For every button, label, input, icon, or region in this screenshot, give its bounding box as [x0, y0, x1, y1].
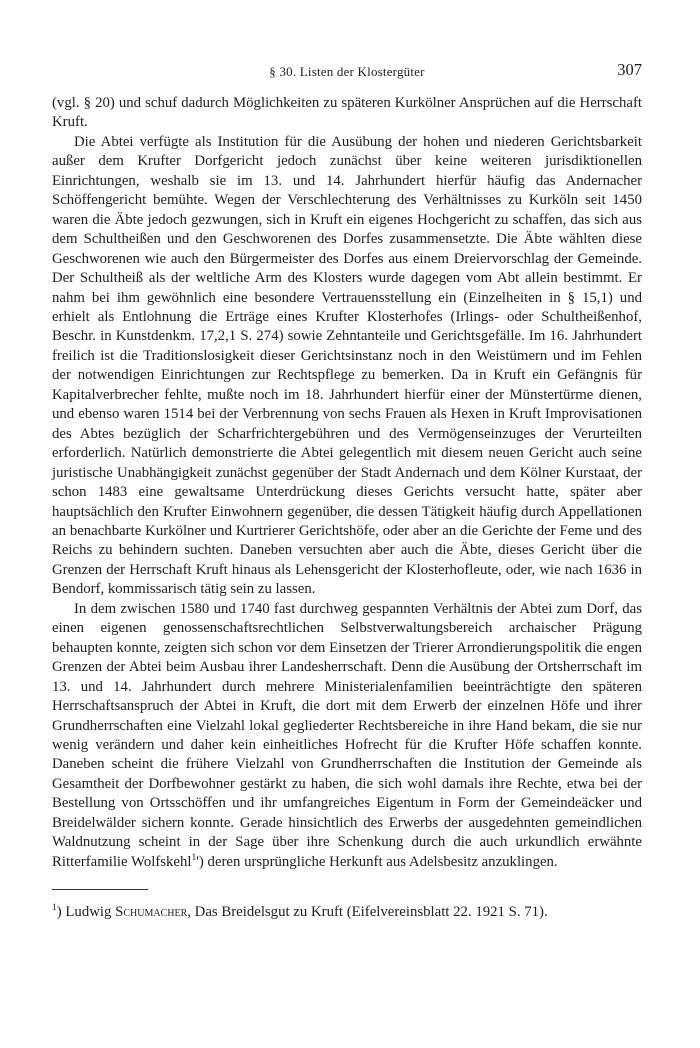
paragraph-village-relations — [52, 600, 642, 872]
footnote-reference: 1 — [191, 852, 197, 863]
paragraph-text-end: ') deren ursprüngliche Herkunft aus Adelsbesitz anzuklingen. — [196, 853, 558, 870]
footnote-citation: , Das Breidelsgut zu Kruft (Eifelvereinsblatt 22. 1921 S. 71). — [187, 904, 548, 921]
footnote-divider — [52, 889, 148, 890]
paragraph-continued: (vgl. § 20) und schuf dadurch Möglichkeiten zu späteren Kurkölner Ansprüchen auf die Herrschaft Kruft. — [52, 95, 642, 131]
body-text — [52, 94, 642, 872]
page-number: 307 — [617, 60, 642, 79]
paragraph-jurisdiction: Die Abtei verfügte als Institution für die Ausübung der hohen und niederen Gerichtsbarkeit außer dem Krufter Dorfgericht jedoch zunächst über keine weiteren jurisdiktionellen Einrichtungen, weshalb sie im 13. und 14. Jahrhundert hierfür häufig das Andernacher Schöffengericht bemühte. Wegen der Verschlechterung des Verhältnisses zu Kurköln seit 1450 waren die Äbte jedoch gezwungen, sich in Kruft ein eigenes Hochgericht zu schaffen, das sich aus dem Schultheißen und den Geschworenen des Dorfes zusammensetzte. Die Äbte wählten diese Geschworenen wie auch den Bürgermeister des Dorfes aus einem Dreiervorschlag der Gemeinde. Der Schultheiß als der weltliche Arm des Klosters wurde dagegen vom Abt allein bestimmt. Er nahm bei ihm gewöhnlich eine besondere Vertrauensstellung ein (Einzelheiten in § 15,1) und erhielt als Entlohnung die Erträge eines Krufter Klosterhofes (Irlings- oder Schultheißenhof, Beschr. in Kunstdenkm. 17,2,1 S. 274) sowie Zehntanteile und Gerichtsgefälle. Im 16. Jahrhundert freilich ist die Traditionslosigkeit dieser Gerichtsinstanz noch in den Weistümern und im Fehlen der notwendigen Einrichtungen zur Rechtspflege zu bemerken. Da in Kruft ein Gefängnis für Kapitalverbrecher fehlte, mußte noch im 18. Jahrhundert hierfür einer der Münstertürme dienen, und ebenso waren 1514 bei der Verbrennung von sechs Frauen als Hexen in Kruft Improvisationen des Abtes bezüglich der Scharfrichtergebühren und des Vermögenseinzuges der Verurteilten erforderlich. Natürlich demonstrierte die Abtei gelegentlich mit diesem neuen Gericht auch seine juristische Unabhängigkeit zunächst gegenüber der Stadt Andernach und dem Kölner Kurstaat, der schon 1483 eine gewaltsame Unterdrückung dieses Gerichts versucht hatte, später aber hauptsächlich den Krufter Einwohnern gegenüber, die dessen Tätigkeit häufig durch Appellationen an benachbarte Kurkölner und Kurtrierer Gerichtshöfe, oder aber an die Gerichte der Feme und des Reichs zu behindern suchten. Daneben versuchten aber auch die Äbte, dieses Gericht über die Grenzen der Herrschaft Kruft hinaus als Lehensgericht der Klosterhofleute, oder, wie nach 1636 in Bendorf, kommissarisch tätig sein zu lassen. — [52, 133, 642, 598]
running-head — [52, 56, 642, 84]
paragraph-text: In dem zwischen 1580 und 1740 fast durchweg gespannten Verhältnis der Abtei zum Dorf, das einen eigenen genossenschaftsrechtlichen Selbstverwaltungsbereich archaischer Prägung behaupten konnte, zeigten sich schon vor dem Einsetzen der Trierer Arrondierungspolitik die engen Grenzen der Abtei beim Ausbau ihrer Landesherrschaft. Denn die Ausübung der Ortsherrschaft im 13. und 14. Jahrhundert durch mehrere Ministerialenfamilien beeinträchtigte den späteren Herrschaftsanspruch der Abtei in Kruft, die dort mit dem Erwerb der einzelnen Höfe und ihrer Grundherrschaften eine Vielzahl lokal gegliederter Rechtsbereiche in ihre Hand bekam, die sie nur wenig verändern und daher kein einheitliches Hofrecht für die Krufter Höfe schaffen konnte. Daneben scheint die frühere Vielzahl von Grundherrschaften die Institution der Gemeinde als Gesamtheit der Dorfbewohner gestärkt zu haben, die sich wohl damals ihre Rechte, etwa bei der Bestellung von Ortsschöffen und ihr umfangreiches Eigentum in Form der Gemeindeäcker und Breidelwälder sichern konnte. Gerade hinsichtlich des Erwerbs der ausgedehnten gemeindlichen Waldnutzung scheint in der Sage über ihre Schenkung durch die auch urkundlich erwähnte Ritterfamilie Wolfskehl — [52, 600, 642, 870]
running-title: § 30. Listen der Klostergüter — [269, 64, 425, 79]
footnote-author-first: Ludwig — [65, 904, 112, 921]
book-page — [52, 56, 642, 922]
footnote-marker: 1 — [52, 903, 57, 914]
footnote-author-last: Schumacher — [115, 904, 188, 921]
footnote: $^1$) Ludwig Schumacher, Das Breidelsgut zu Kruft (Eifelvereinsblatt 22. 1921 S. 71). — [52, 903, 548, 921]
